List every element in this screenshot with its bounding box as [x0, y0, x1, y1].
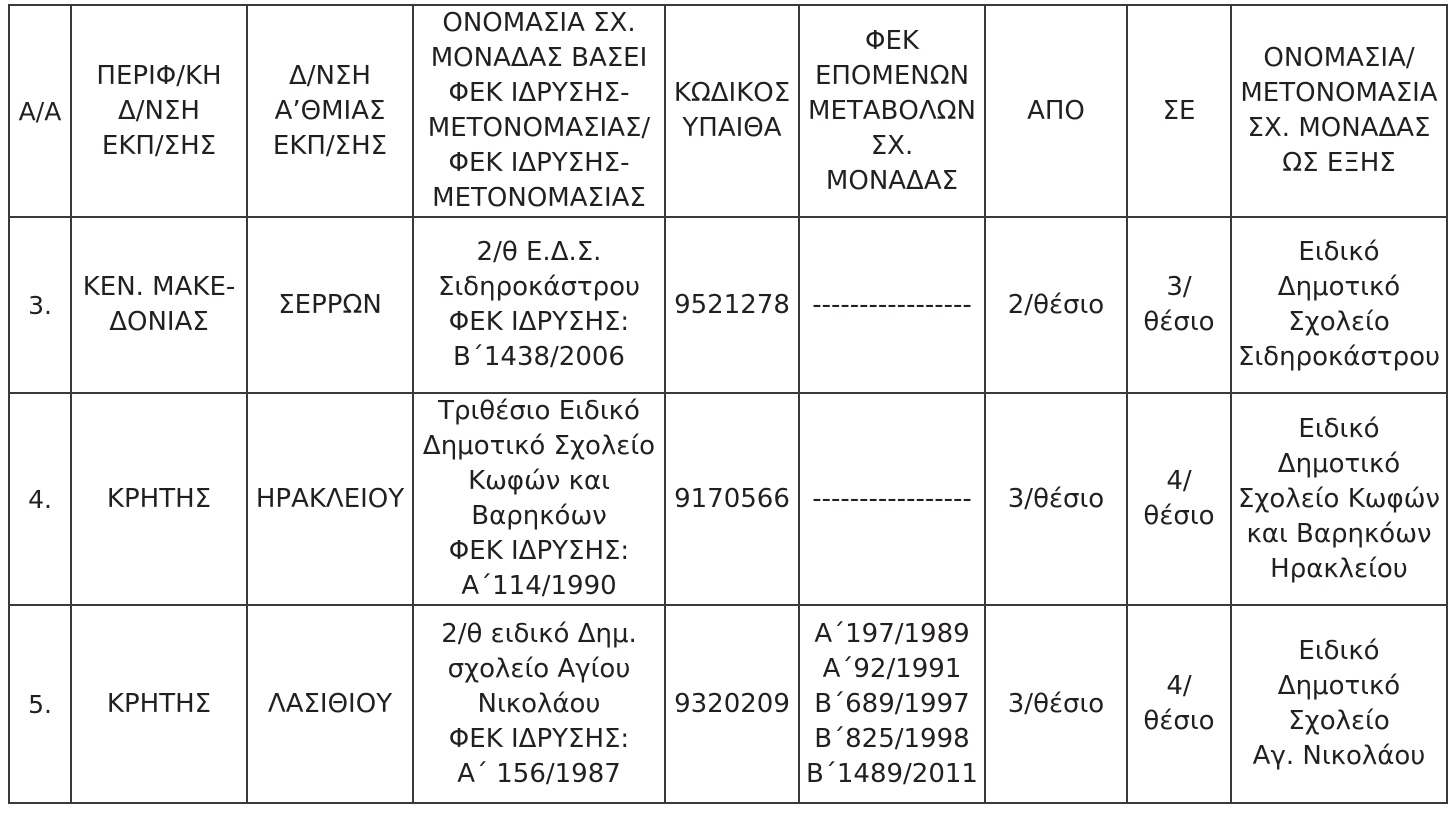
table-row — [9, 217, 1447, 393]
cell-aa: 5. — [9, 605, 71, 803]
header-region: ΠΕΡΙΦ/ΚΗ Δ/ΝΣΗ ΕΚΠ/ΣΗΣ — [71, 5, 247, 217]
header-code: ΚΩΔΙΚΟΣ ΥΠΑΙΘΑ — [665, 5, 799, 217]
cell-from: 3/θέσιο — [985, 393, 1127, 605]
header-school-name: ΟΝΟΜΑΣΙΑ ΣΧ. ΜΟΝΑΔΑΣ ΒΑΣΕΙ ΦΕΚ ΙΔΡΥΣΗΣ- ΜΕΤΟΝΟΜΑΣΙΑΣ/ ΦΕΚ ΙΔΡΥΣΗΣ- ΜΕΤΟΝΟΜΑΣΙΑΣ — [413, 5, 665, 217]
cell-to: 3/ θέσιο — [1127, 217, 1231, 393]
cell-from: 2/θέσιο — [985, 217, 1127, 393]
cell-school-name: 2/θ ειδικό Δημ. σχολείο Αγίου Νικολάου ΦΕΚ ΙΔΡΥΣΗΣ: Α΄ 156/1987 — [413, 605, 665, 803]
cell-fek-changes: ----------------- — [799, 393, 985, 605]
table-row — [9, 605, 1447, 803]
cell-from: 3/θέσιο — [985, 605, 1127, 803]
cell-school-name: 2/θ Ε.Δ.Σ. Σιδηροκάστρου ΦΕΚ ΙΔΡΥΣΗΣ: Β΄1438/2006 — [413, 217, 665, 393]
cell-directorate: ΣΕΡΡΩΝ — [247, 217, 413, 393]
cell-region: ΚΡΗΤΗΣ — [71, 393, 247, 605]
cell-code: 9170566 — [665, 393, 799, 605]
cell-new-name: Ειδικό Δημοτικό Σχολείο Σιδηροκάστρου — [1231, 217, 1447, 393]
cell-to: 4/ θέσιο — [1127, 393, 1231, 605]
cell-code: 9521278 — [665, 217, 799, 393]
cell-code: 9320209 — [665, 605, 799, 803]
header-aa: Α/Α — [9, 5, 71, 217]
cell-new-name: Ειδικό Δημοτικό Σχολείο Αγ. Νικολάου — [1231, 605, 1447, 803]
table-header-row — [9, 5, 1447, 217]
cell-to: 4/ θέσιο — [1127, 605, 1231, 803]
cell-aa: 4. — [9, 393, 71, 605]
header-directorate: Δ/ΝΣΗ Α’ΘΜΙΑΣ ΕΚΠ/ΣΗΣ — [247, 5, 413, 217]
cell-region: ΚΡΗΤΗΣ — [71, 605, 247, 803]
cell-school-name: Τριθέσιο Ειδικό Δημοτικό Σχολείο Κωφών και Βαρηκόων ΦΕΚ ΙΔΡΥΣΗΣ: Α΄114/1990 — [413, 393, 665, 605]
header-new-name: ΟΝΟΜΑΣΙΑ/ ΜΕΤΟΝΟΜΑΣΙΑ ΣΧ. ΜΟΝΑΔΑΣ ΩΣ ΕΞΗΣ — [1231, 5, 1447, 217]
header-fek-changes: ΦΕΚ ΕΠΟΜΕΝΩΝ ΜΕΤΑΒΟΛΩΝ ΣΧ. ΜΟΝΑΔΑΣ — [799, 5, 985, 217]
header-from: ΑΠΟ — [985, 5, 1127, 217]
cell-fek-changes: Α΄197/1989 Α΄92/1991 Β΄689/1997 Β΄825/1998 Β΄1489/2011 — [799, 605, 985, 803]
cell-aa: 3. — [9, 217, 71, 393]
cell-new-name: Ειδικό Δημοτικό Σχολείο Κωφών και Βαρηκόων Ηρακλείου — [1231, 393, 1447, 605]
cell-fek-changes: ----------------- — [799, 217, 985, 393]
table-row — [9, 393, 1447, 605]
cell-directorate: ΛΑΣΙΘΙΟΥ — [247, 605, 413, 803]
cell-region: ΚΕΝ. ΜΑΚΕ- ΔΟΝΙΑΣ — [71, 217, 247, 393]
header-to: ΣΕ — [1127, 5, 1231, 217]
school-changes-table — [8, 4, 1448, 804]
cell-directorate: ΗΡΑΚΛΕΙΟΥ — [247, 393, 413, 605]
